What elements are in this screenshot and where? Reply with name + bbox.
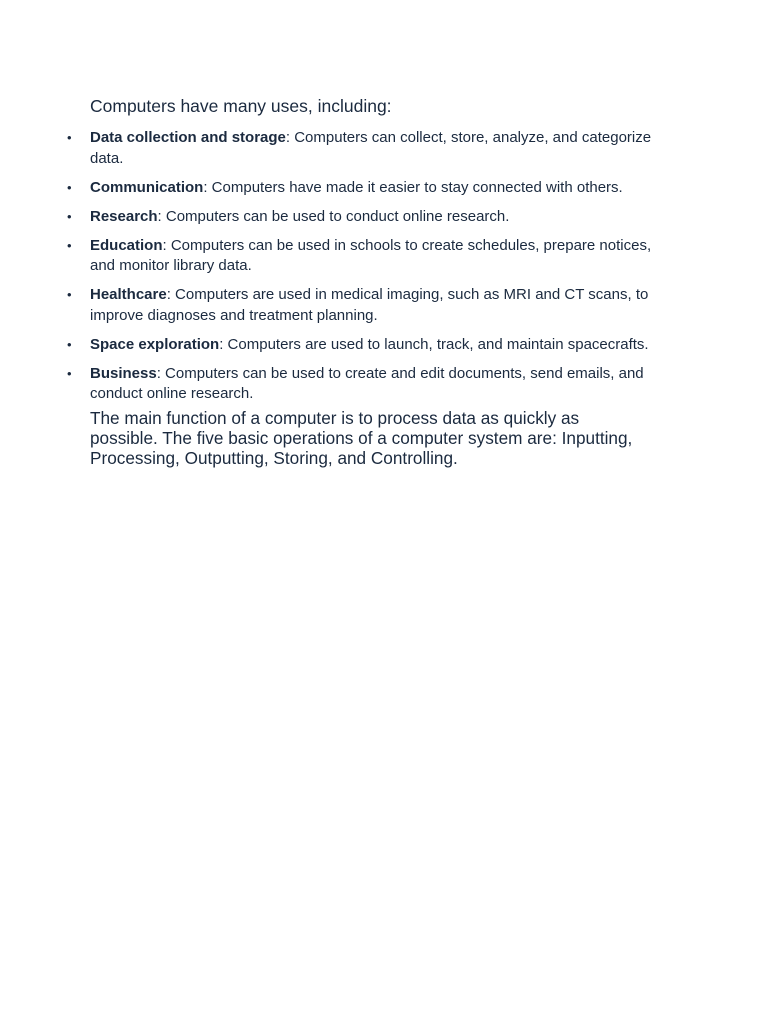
bullet-icon: •: [67, 287, 72, 302]
list-item-description: : Computers can collect, store, analyze, and categorize data.: [90, 129, 652, 167]
bullet-icon: •: [67, 237, 72, 253]
list-item-description: : Computers can be used to create and edit documents, send emails, and conduct online research.: [90, 364, 644, 402]
list-item-description: : Computers have made it easier to stay connected with others.: [203, 178, 623, 196]
list-item-description: : Computers can be used in schools to create schedules, prepare notices, and monitor library data.: [90, 236, 652, 274]
list-item-term: Business: [90, 364, 157, 382]
list-item-term: Space exploration: [90, 335, 220, 353]
list-item-research: [67, 207, 665, 228]
list-item-term: Research: [90, 207, 158, 225]
list-item-term: Data collection and storage: [90, 129, 286, 146]
list-item-description: : Computers can be used to conduct online research.: [157, 207, 510, 225]
list-item-term: Healthcare: [90, 286, 167, 303]
list-item-education: [67, 236, 665, 277]
list-item-description: : Computers are used to launch, track, and maintain spacecrafts.: [219, 335, 649, 353]
bullet-icon: •: [67, 365, 72, 381]
bullet-icon: •: [67, 208, 72, 224]
bullet-icon: •: [67, 336, 72, 352]
list-item-term: Communication: [90, 178, 204, 196]
uses-list: [67, 128, 665, 413]
bullet-icon: •: [67, 130, 72, 145]
list-item-space-exploration: [67, 335, 665, 356]
summary-paragraph: The main function of a computer is to process data as quickly as possible. The five basic operations of a computer system are: Inputting, Processing, Outputting, Storing, and Controlling.: [90, 408, 633, 468]
list-item-business: [67, 364, 665, 405]
list-item-communication: [67, 178, 665, 199]
bullet-icon: •: [67, 179, 72, 195]
list-item-healthcare: [67, 285, 665, 326]
intro-text: Computers have many uses, including:: [90, 96, 392, 116]
list-item-term: Education: [90, 236, 163, 254]
list-item-description: : Computers are used in medical imaging, such as MRI and CT scans, to improve diagnoses and treatment planning.: [90, 286, 649, 324]
list-item-data-collection: [67, 128, 665, 169]
